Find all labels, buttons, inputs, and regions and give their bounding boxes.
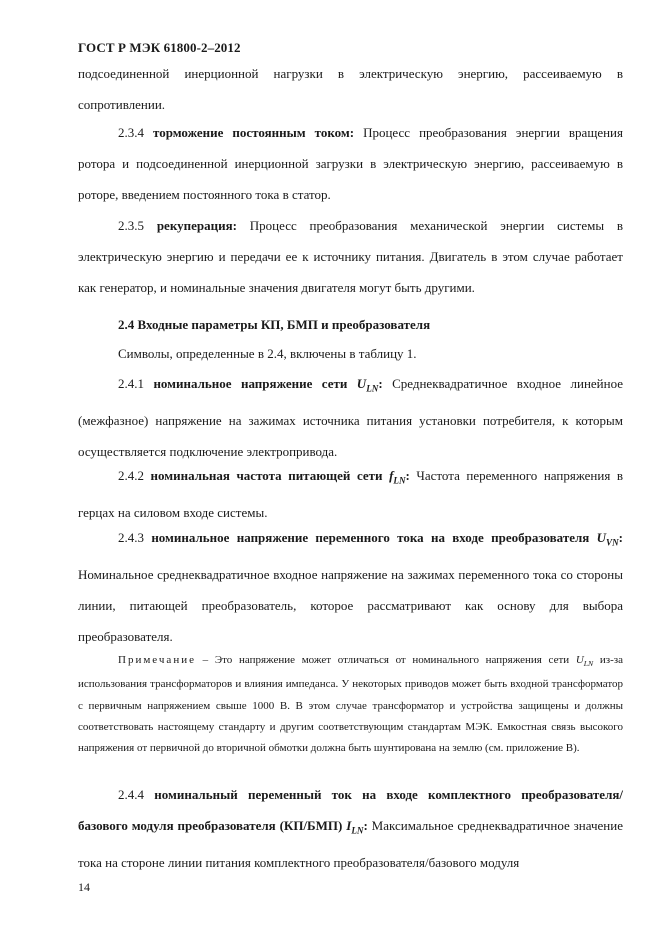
clause-symbol-subscript: LN xyxy=(393,475,406,486)
clause-symbol: I xyxy=(346,818,352,833)
clause-text: Частота переменного напряжения в герцах на силовом входе системы. xyxy=(78,468,623,520)
clause-symbol: U xyxy=(596,530,607,545)
clause-colon: : xyxy=(405,468,410,483)
note-text-part2: из-за использования трансформаторов и влияния импеданса. У некоторых приводов может быть входной трансформатор с первичным напряжением свыше 1000 В. В этом случае трансформатор и устройства защищены и должны соответствовать настоящему стандарту и другим соответствующим стандартам МЭК. Емкостная связь высокого напряжения от первичной до вторичной обмотки должна быть шунтирована на землю (см. приложение В). xyxy=(78,654,623,755)
clause-number: 2.4.1 xyxy=(118,376,144,391)
clause-term: номинальное напряжение переменного тока на входе преобразователя xyxy=(151,530,590,545)
clause-colon: : xyxy=(378,376,383,391)
section-title-2-4: 2.4 Входные параметры КП, БМП и преобразователя xyxy=(118,317,431,332)
paragraph-continuation: подсоединенной инерционной нагрузки в электрическую энергию, рассеиваемую в сопротивлении. xyxy=(78,66,623,112)
clause-symbol-subscript: LN xyxy=(351,825,364,836)
clause-term: номинальный переменный ток на входе комплектного преобразователя/базового модуля преобразователя (КП/БМП) xyxy=(78,787,624,833)
clause-2-4-1 xyxy=(78,368,623,467)
clause-number: 2.4.3 xyxy=(118,530,144,545)
clause-text: Процесс преобразования механической энергии системы в электрическую энергию и передачи ее к источнику питания. Двигатель в этом случае работает как генератор, и номинальные значения двигателя могут быть другими. xyxy=(78,218,624,295)
note-label: Примечание xyxy=(118,654,196,666)
clause-text: Максимальное среднеквадратичное значение тока на стороне линии питания комплектного преобразователя/базового модуля xyxy=(78,818,623,870)
clause-symbol: f xyxy=(389,468,394,483)
clause-text: Процесс преобразования энергии вращения ротора и подсоединенной инерционной загрузки в электрическую энергию, рассеиваемую в роторе, введением постоянного тока в статор. xyxy=(78,125,623,202)
clause-term: рекуперация: xyxy=(156,218,237,233)
clause-number: 2.4.4 xyxy=(118,787,144,802)
clause-number: 2.3.5 xyxy=(118,218,144,233)
clause-2-4-3 xyxy=(78,522,623,652)
clause-term: номинальная частота питающей сети xyxy=(150,468,383,483)
page-number: 14 xyxy=(78,880,90,894)
clause-2-4-4 xyxy=(78,779,623,878)
clause-number: 2.4.2 xyxy=(118,468,144,483)
clause-colon: : xyxy=(363,818,368,833)
note-block xyxy=(78,650,623,760)
clause-text: Среднеквадратичное входное линейное (межфазное) напряжение на зажимах источника питания установки потребителя, к которым осуществляется подключение электропривода. xyxy=(78,376,624,459)
clause-2-3-5 xyxy=(78,210,623,303)
note-symbol-subscript: LN xyxy=(583,659,594,669)
clause-colon: : xyxy=(618,530,623,545)
clause-2-3-4 xyxy=(78,117,623,210)
clause-symbol-subscript: LN xyxy=(366,383,379,394)
document-header: ГОСТ Р МЭК 61800-2–2012 xyxy=(78,40,241,55)
clause-text: Номинальное среднеквадратичное входное напряжение на зажимах переменного тока со стороны линии, питающей преобразователь, которое рассматривают как основу для выбора преобразователя. xyxy=(78,566,623,644)
clause-term: номинальное напряжение сети xyxy=(153,376,348,391)
clause-2-4-2 xyxy=(78,460,623,528)
section-intro: Символы, определенные в 2.4, включены в таблицу 1. xyxy=(118,346,417,361)
note-text-part1: – Это напряжение может отличаться от номинального напряжения сети xyxy=(195,654,576,666)
clause-term: торможение постоянным током: xyxy=(153,125,355,140)
clause-symbol: U xyxy=(356,376,367,391)
note-symbol: U xyxy=(575,654,584,666)
clause-symbol-subscript: VN xyxy=(606,537,619,548)
clause-number: 2.3.4 xyxy=(118,125,144,140)
